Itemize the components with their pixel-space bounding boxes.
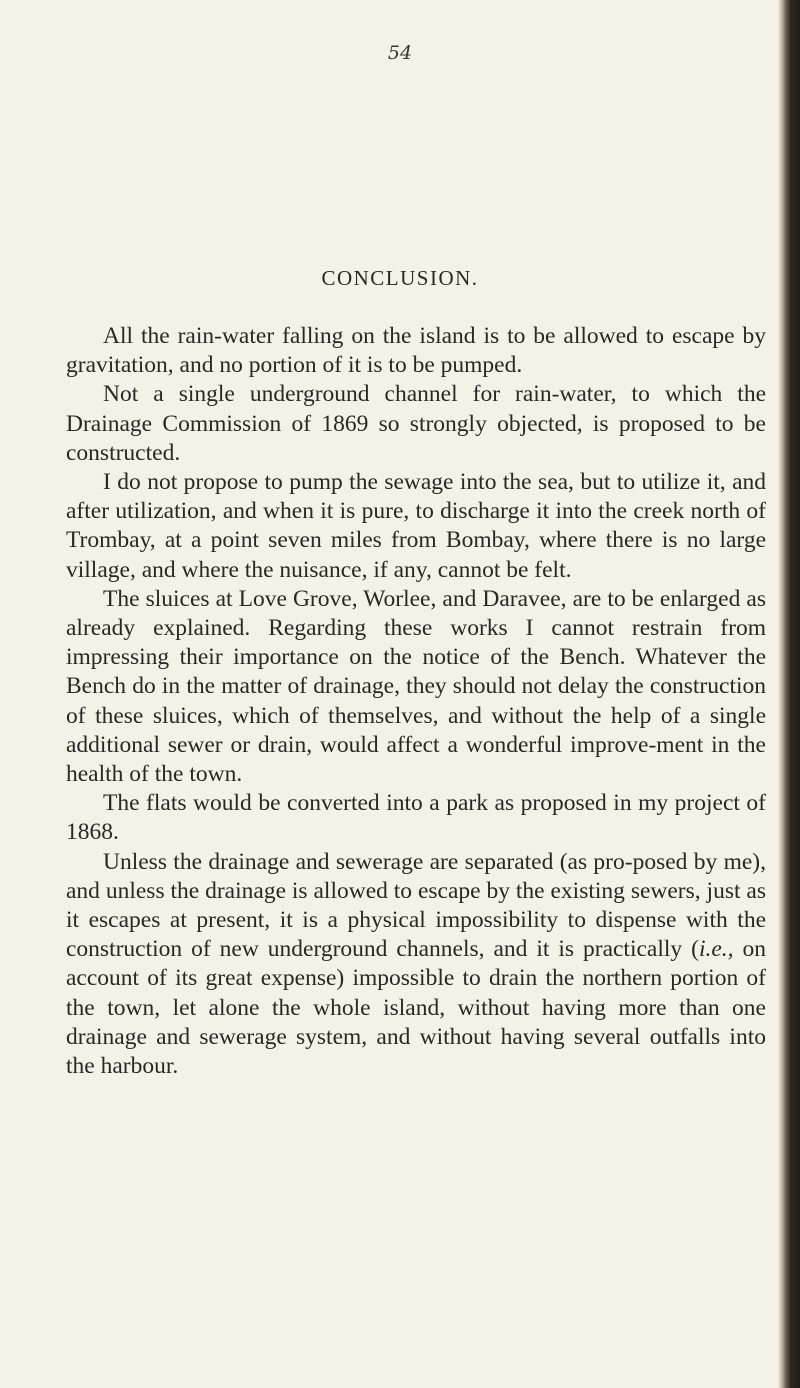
paragraph: Not a single underground channel for rain-water, to which the Drainage Commission of 1869 so strongly objected, is proposed to be constructed.: [66, 381, 766, 466]
paragraph: All the rain-water falling on the island is to be allowed to escape by gravitation, and no portion of it is to be pumped.: [66, 323, 766, 379]
paragraph: I do not propose to pump the sewage into the sea, but to utilize it, and after utilization, and when it is pure, to discharge it into the creek north of Trombay, at a point seven miles from Bombay, where there is no large village, and where the nuisance, if any, cannot be felt.: [66, 469, 766, 583]
paragraph-text: on account of its great expense) impossible to drain the northern portion of the town, let alone the whole island, without having more than one drainage and sewerage system, and without having several outfalls into the harbour.: [66, 936, 767, 1080]
section-heading: CONCLUSION.: [321, 266, 479, 290]
body-text: [66, 322, 766, 1081]
page-number: 54: [387, 42, 413, 64]
page-edge-shadow: [778, 0, 800, 1388]
paragraph: The flats would be converted into a park as proposed in my project of 1868.: [66, 790, 766, 846]
italic-abbreviation: i.e.,: [698, 936, 734, 963]
paragraph-text: Unless the drainage and sewerage are separated (as pro-posed by me), and unless the drainage is allowed to escape by the existing sewers, just as it escapes at present, it is a physical impossibility to dispense with the construction of new underground channels, and it is practically (: [66, 848, 766, 963]
paragraph-last: [66, 848, 766, 1082]
paragraph: The sluices at Love Grove, Worlee, and Daravee, are to be enlarged as already explained. Regarding these works I cannot restrain from impressing their importance on the notice of the Bench. Whatever the Bench do in the matter of drainage, they should not delay the construction of these sluices, which of themselves, and without the help of a single additional sewer or drain, would affect a wonderful improve-ment in the health of the town.: [66, 585, 766, 788]
